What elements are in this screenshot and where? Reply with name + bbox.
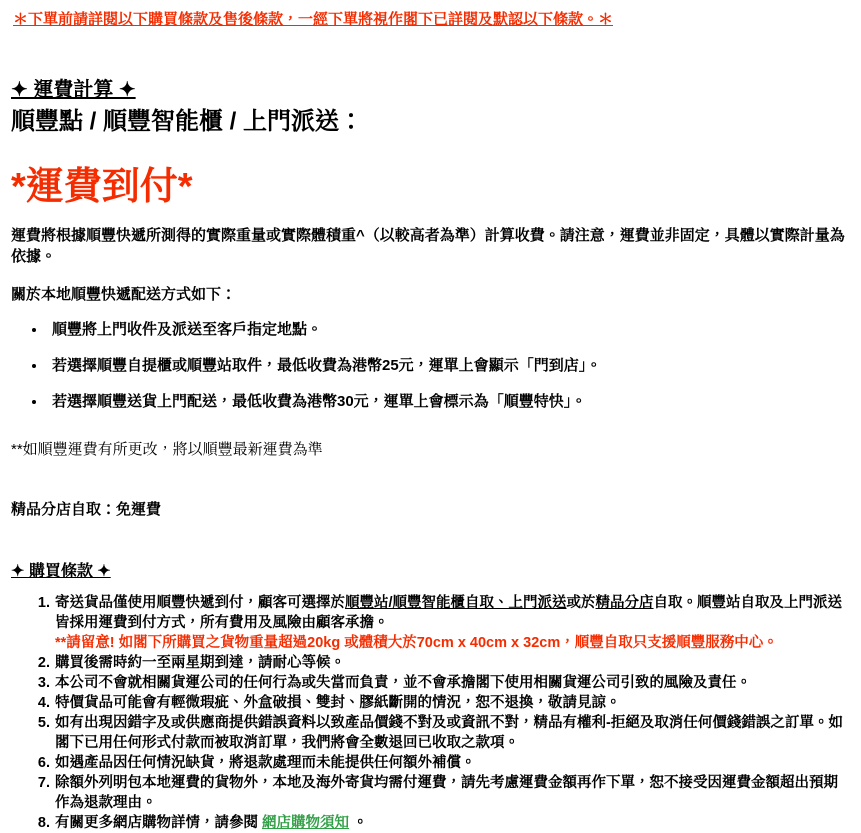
- shipping-section-heading: ✦ 運費計算 ✦: [11, 79, 136, 101]
- delivery-bullet-locker-station: • 若選擇順豐自提櫃或順豐站取件，最低收費為港幣25元，運單上會顯示「門到店」。: [47, 355, 851, 376]
- terms-item-6: 6. 如遇產品因任何情況缺貨，將退款處理而未能提供任何額外補償。: [54, 753, 851, 773]
- terms-item-7: 7. 除額外列明包本地運費的貨物外，本地及海外寄貨均需付運費，請先考慮運費金額再作下單，恕不接受因運費金額超出預期作為退款理由。: [54, 773, 851, 813]
- terms-item-1-text: 寄送貨品僅使用順豐快遞到付，顧客可選擇於: [55, 595, 345, 611]
- delivery-methods-intro: 關於本地順豐快遞配送方式如下：: [11, 286, 237, 303]
- top-notice: ＊下單前請詳閱以下購買條款及售後條款，一經下單將視作閣下已詳閱及默認以下條款。＊: [13, 11, 614, 28]
- terms-item-1-underline-sf: 順豐站/順豐智能櫃自取、上門派送: [345, 595, 567, 611]
- store-pickup-note: 精品分店自取：免運費: [11, 501, 162, 518]
- fee-change-note: **如順豐運費有所更改，將以順豐最新運費為準: [11, 441, 323, 458]
- terms-item-1: 1. 寄送貨品僅使用順豐快遞到付，顧客可選擇於順豐站/順豐智能櫃自取、上門派送或於精品分店自取。順豐站自取及上門派送皆採用運費到付方式，所有費用及風險由顧客承擔。 **請留意! 如閣下所購買之貨物重量超過20kg 或體積大於70cm x 40cm x 32cm，順豐自取只支援順豐服務中心。: [54, 593, 851, 653]
- delivery-bullet-home-delivery: • 若選擇順豐送貨上門配送，最低收費為港幣30元，運單上會標示為「順豐特快」。: [47, 391, 851, 412]
- terms-item-5: 5. 如有出現因錯字及或供應商提供錯誤資料以致產品價錢不對及或資訊不對，精品有權利-拒絕及取消任何價錢錯誤之訂單。如閣下已用任何形式付款而被取消訂單，我們將會全數退回已收取之款項。: [54, 713, 851, 753]
- terms-item-3: 3. 本公司不會就相關貨運公司的任何行為或失當而負責，並不會承擔閣下使用相關貨運公司引致的風險及責任。: [54, 673, 851, 693]
- shipping-methods-subheading: 順豐點 / 順豐智能櫃 / 上門派送：: [11, 108, 364, 135]
- terms-item-4: 4. 特價貨品可能會有輕微瑕疵、外盒破損、雙封、膠紙斷開的情況，恕不退換，敬請見諒。: [54, 693, 851, 713]
- terms-item-2: 2. 購買後需時約一至兩星期到達，請耐心等候。: [54, 653, 851, 673]
- delivery-methods-list: [10, 319, 851, 412]
- purchase-terms-heading: ✦ 購買條款 ✦: [11, 563, 111, 580]
- delivery-bullet-door-pickup: • 順豐將上門收件及派送至客戶指定地點。: [47, 319, 851, 340]
- online-shopping-guide-link[interactable]: 網店購物須知: [262, 815, 350, 831]
- terms-item-1-weight-warning: **請留意! 如閣下所購買之貨物重量超過20kg 或體積大於70cm x 40cm x 32cm，順豐自取只支援順豐服務中心。: [55, 635, 778, 651]
- terms-item-8: 8. 有關更多網店購物詳情，請參閱 網店購物須知 。: [54, 813, 851, 833]
- terms-item-1-underline-store: 精品分店: [595, 595, 654, 611]
- purchase-terms-list: [10, 593, 851, 833]
- shipping-intro-paragraph: 運費將根據順豐快遞所測得的實際重量或實際體積重^（以較高者為準）計算收費。請注意，運費並非固定，具體以實際計量為依據。: [11, 227, 845, 265]
- cod-highlight: *運費到付*: [11, 166, 193, 208]
